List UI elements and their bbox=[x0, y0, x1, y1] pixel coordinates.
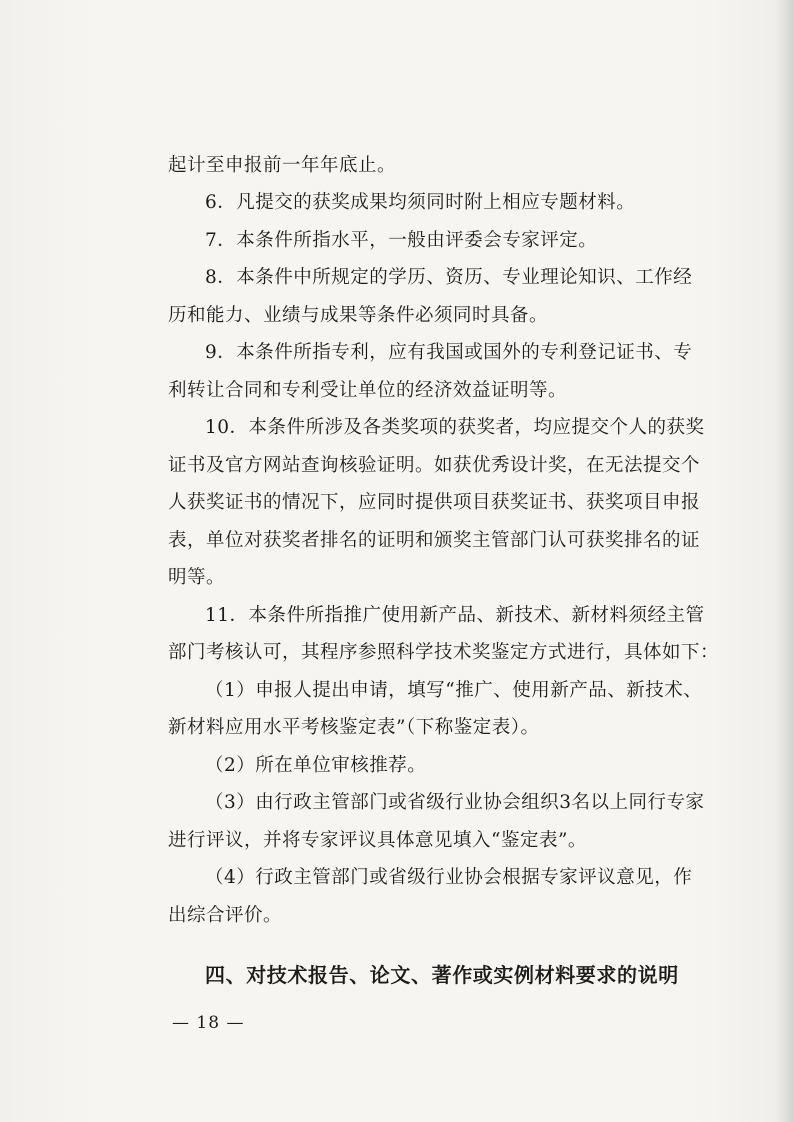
text-line-13: 11．本条件所指推广使用新产品、新技术、新材料须经主管 bbox=[205, 605, 705, 626]
text-line-20: （4）行政主管部门或省级行业协会根据专家评议意见，作 bbox=[205, 867, 693, 888]
text-line-1: 起计至申报前一年年底止。 bbox=[168, 155, 397, 176]
scan-edge-shadow bbox=[775, 0, 793, 1122]
text-line-7: 利转让合同和专利受让单位的经济效益证明等。 bbox=[168, 380, 568, 401]
text-line-5: 历和能力、业绩与成果等条件必须同时具备。 bbox=[168, 305, 549, 326]
text-line-19: 进行评议，并将专家评议具体意见填入“鉴定表”。 bbox=[168, 830, 587, 851]
text-line-4: 8．本条件中所规定的学历、资历、专业理论知识、工作经 bbox=[205, 267, 693, 288]
text-line-17: （2）所在单位审核推荐。 bbox=[205, 755, 427, 776]
text-line-10: 人获奖证书的情况下，应同时提供项目获奖证书、获奖项目申报 bbox=[168, 492, 701, 513]
text-line-3: 7．本条件所指水平，一般由评委会专家评定。 bbox=[205, 230, 598, 251]
text-line-2: 6．凡提交的获奖成果均须同时附上相应专题材料。 bbox=[205, 192, 636, 213]
text-line-16: 新材料应用水平考核鉴定表”（下称鉴定表）。 bbox=[168, 717, 540, 738]
text-line-21: 出综合评价。 bbox=[168, 905, 283, 926]
text-line-6: 9．本条件所指专利，应有我国或国外的专利登记证书、专 bbox=[205, 342, 693, 363]
text-line-14: 部门考核认可，其程序参照科学技术奖鉴定方式进行，具体如下： bbox=[168, 642, 720, 663]
section-heading: 四、对技术报告、论文、著作或实例材料要求的说明 bbox=[205, 963, 679, 987]
text-line-8: 10．本条件所涉及各类奖项的获奖者，均应提交个人的获奖 bbox=[205, 417, 705, 438]
page-number: — 18 — bbox=[172, 1013, 245, 1033]
text-line-12: 明等。 bbox=[168, 567, 226, 588]
text-line-15: （1）申报人提出申请，填写“推广、使用新产品、新技术、 bbox=[205, 680, 703, 701]
text-line-11: 表，单位对获奖者排名的证明和颁奖主管部门认可获奖排名的证 bbox=[168, 530, 701, 551]
text-line-18: （3）由行政主管部门或省级行业协会组织3名以上同行专家 bbox=[205, 792, 705, 813]
text-line-9: 证书及官方网站查询核验证明。如获优秀设计奖，在无法提交个 bbox=[168, 455, 701, 476]
